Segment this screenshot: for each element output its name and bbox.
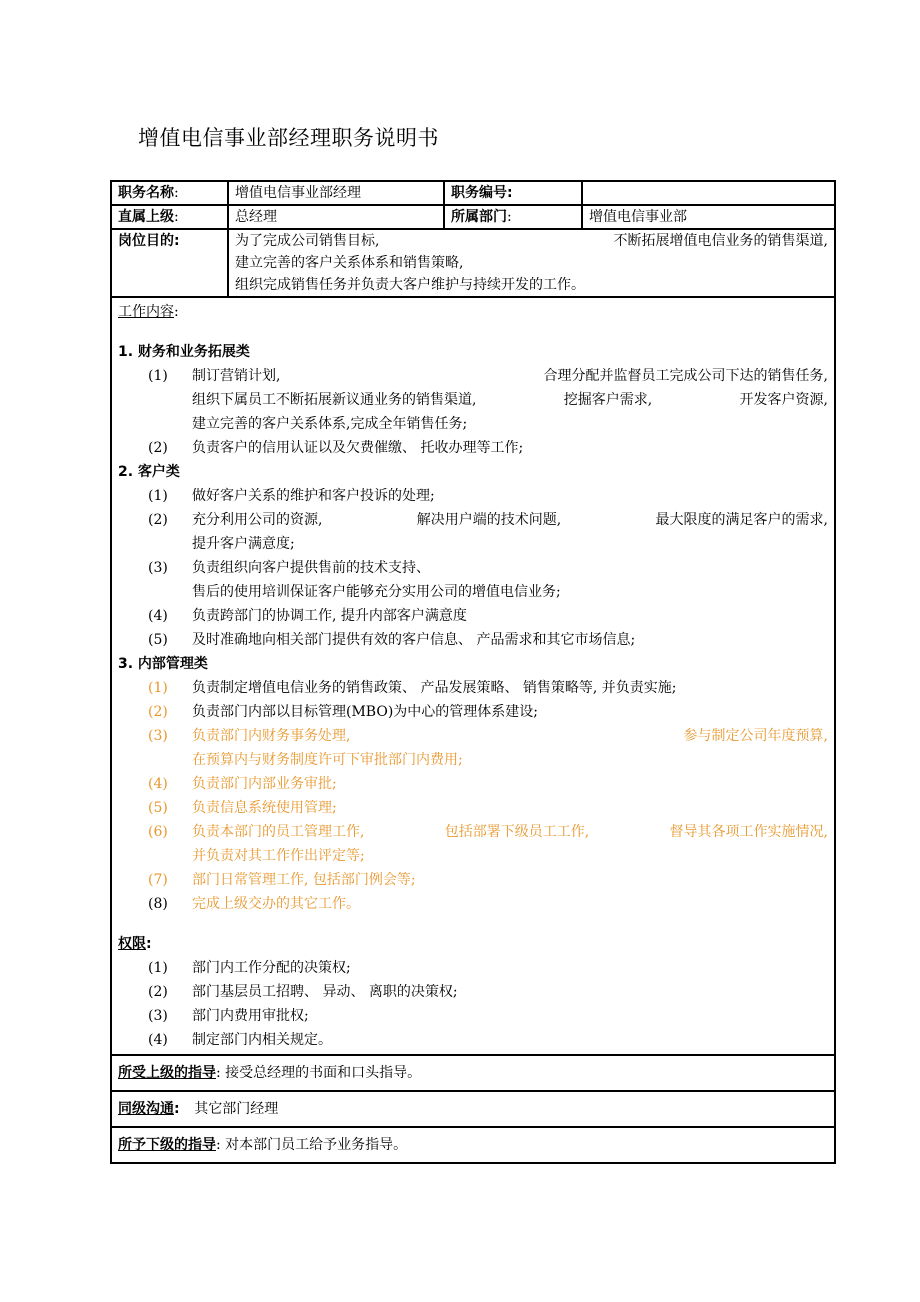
purpose-text: 为了完成公司销售目标, 不断拓展增值电信业务的销售渠道, 建立完善的客户关系体系和销售策略, 组织完成销售任务并负责大客户维护与持续开发的工作。 bbox=[228, 229, 835, 297]
list-item: (5) 及时准确地向相关部门提供有效的客户信息、 产品需求和其它市场信息; bbox=[148, 632, 636, 648]
row-job-name bbox=[111, 181, 835, 205]
job-description-table bbox=[110, 180, 836, 1164]
guidance-text: 接受总经理的书面和口头指导。 bbox=[225, 1065, 422, 1081]
subordinate-label: 所予下级的指导 bbox=[118, 1137, 216, 1153]
row-guidance bbox=[111, 1055, 835, 1091]
job-code-value bbox=[582, 181, 835, 205]
list-item: (4) 负责部门内部业务审批; bbox=[148, 776, 337, 792]
row-work-content bbox=[111, 297, 835, 1055]
peer-label: 同级沟通 bbox=[118, 1101, 174, 1117]
purpose-label: 岗位目的 bbox=[118, 233, 174, 249]
list-item: (2) 部门基层员工招聘、 异动、 离职的决策权; bbox=[148, 984, 458, 1000]
job-name-label: 职务名称 bbox=[118, 185, 174, 201]
subordinate-text: 对本部门员工给予业务指导。 bbox=[225, 1137, 408, 1153]
section-heading: 2. 客户类 bbox=[118, 464, 180, 480]
row-subordinate bbox=[111, 1127, 835, 1163]
job-name-value: 增值电信事业部经理 bbox=[228, 181, 444, 205]
job-name-label-cell: 职务名称: bbox=[111, 181, 228, 205]
section-heading: 3. 内部管理类 bbox=[118, 656, 208, 672]
row-superior bbox=[111, 205, 835, 229]
list-item: (1) 制订营销计划, 合理分配并监督员工完成公司下达的销售任务, bbox=[148, 368, 828, 384]
subordinate-cell: 所予下级的指导: 对本部门员工给予业务指导。 bbox=[111, 1127, 835, 1163]
list-item: (1) 负责制定增值电信业务的销售政策、 产品发展策略、 销售策略等, 并负责实施; bbox=[148, 680, 677, 696]
list-item: (4) 负责跨部门的协调工作, 提升内部客户满意度 bbox=[148, 608, 467, 624]
dept-label: 所属部门 bbox=[451, 209, 507, 225]
guidance-label: 所受上级的指导 bbox=[118, 1065, 216, 1081]
guidance-cell: 所受上级的指导: 接受总经理的书面和口头指导。 bbox=[111, 1055, 835, 1091]
work-content-label: 工作内容 bbox=[118, 304, 174, 320]
dept-label-cell: 所属部门: bbox=[444, 205, 582, 229]
list-item: (5) 负责信息系统使用管理; bbox=[148, 800, 337, 816]
job-code-label: 职务编号 bbox=[451, 185, 507, 201]
job-code-label-cell: 职务编号: bbox=[444, 181, 582, 205]
work-content-cell: 工作内容: 1. 财务和业务拓展类 (1) 制订营销计划, 合理分配并监督员工完成公司下达的销售任务, 组织下属员工不断拓展新议通业务的销售渠道, 挖掘客户需求, 开发客户资源, 建立完善的客户关系体系,完成全年销售任务; (2) 负责客户的信用认证以及欠费催缴、 托收办理等工作; 2. 客户类 (1) 做好客户关系的维护和客户投诉的处理; (2) 充分利用公司的资源, 解决用户端的技术问题, 最大限度的满足客户的需求, 提升客户满意度; (3) 负责组织向客户提供售前的技术支持、 售后的使用培训保证客户能够充分实用公司的增值电信业务; (4) 负责跨部门的协调工作, 提升内部客户满意度 (5) 及时准确地向相关部门提供有效的客户信息、 产品需求和其它市场信息; 3. 内部管理类 (1) 负责制定增值电信业务的销售政策、 产品发展策略、 销售策略等, 并负责实施; (2) 负责部门内部以目标管理(MBO)为中心的管理体系建设; (3) 负责部门内财务事务处理, 参与制定公司年度预算, 在预算内与财务制度许可下审批部门内费用; (4) 负责部门内部业务审批; (5) 负责信息系统使用管理; (6) 负责本部门的员工管理工作, 包括部署下级员工工作, 督导其各项工作实施情况, 并负责对其工作作出评定等; (7) 部门日常管理工作, 包括部门例会等; (8) 完成上级交办的其它工作。 权限: (1) 部门内工作分配的决策权; (2) 部门基层员工招聘、 异动、 离职的决策权; (3) 部门内费用审批权; (4) 制定部门内相关规定。 bbox=[111, 297, 835, 1055]
list-item: (3) 负责部门内财务事务处理, 参与制定公司年度预算, bbox=[148, 728, 828, 744]
dept-value: 增值电信事业部 bbox=[582, 205, 835, 229]
list-item: (4) 制定部门内相关规定。 bbox=[148, 1032, 332, 1048]
list-item: (3) 负责组织向客户提供售前的技术支持、 bbox=[148, 560, 430, 576]
authority-label: 权限 bbox=[118, 936, 146, 952]
list-item: (6) 负责本部门的员工管理工作, 包括部署下级员工工作, 督导其各项工作实施情况, bbox=[148, 824, 828, 840]
document-title: 增值电信事业部经理职务说明书 bbox=[138, 126, 439, 150]
list-item: (2) 负责部门内部以目标管理(MBO)为中心的管理体系建设; bbox=[148, 704, 538, 720]
list-item: (8) 完成上级交办的其它工作。 bbox=[148, 896, 360, 912]
row-peer bbox=[111, 1091, 835, 1127]
list-item: (3) 部门内费用审批权; bbox=[148, 1008, 309, 1024]
list-item: (1) 部门内工作分配的决策权; bbox=[148, 960, 351, 976]
superior-label-cell: 直属上级: bbox=[111, 205, 228, 229]
row-purpose bbox=[111, 229, 835, 297]
list-item: (2) 负责客户的信用认证以及欠费催缴、 托收办理等工作; bbox=[148, 440, 524, 456]
list-item: (1) 做好客户关系的维护和客户投诉的处理; bbox=[148, 488, 435, 504]
peer-cell: 同级沟通: 其它部门经理 bbox=[111, 1091, 835, 1127]
peer-text: 其它部门经理 bbox=[194, 1101, 279, 1117]
purpose-label-cell: 岗位目的: bbox=[111, 229, 228, 297]
section-heading: 1. 财务和业务拓展类 bbox=[118, 344, 250, 360]
superior-value: 总经理 bbox=[228, 205, 444, 229]
superior-label: 直属上级 bbox=[118, 209, 174, 225]
list-item: (7) 部门日常管理工作, 包括部门例会等; bbox=[148, 872, 416, 888]
list-item: (2) 充分利用公司的资源, 解决用户端的技术问题, 最大限度的满足客户的需求, bbox=[148, 512, 828, 528]
